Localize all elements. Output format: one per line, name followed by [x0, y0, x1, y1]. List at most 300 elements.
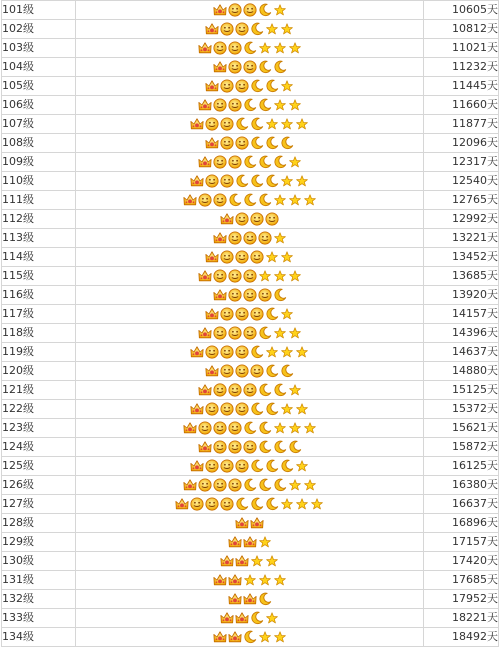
level-icons — [190, 173, 309, 189]
sun-icon — [235, 459, 249, 473]
moon-icon — [250, 22, 264, 36]
star-icon — [288, 155, 302, 169]
table-row — [2, 77, 499, 96]
sun-icon — [228, 288, 242, 302]
star-icon — [273, 269, 287, 283]
sun-icon — [205, 459, 219, 473]
level-icons-cell — [76, 286, 424, 305]
sun-icon — [235, 250, 249, 264]
sun-icon — [243, 269, 257, 283]
table-row — [2, 514, 499, 533]
crown-icon — [213, 630, 227, 644]
star-icon — [288, 421, 302, 435]
star-icon — [295, 117, 309, 131]
sun-icon — [220, 364, 234, 378]
days-cell: 12765天 — [424, 191, 499, 210]
star-icon — [295, 345, 309, 359]
sun-icon — [243, 60, 257, 74]
crown-icon — [190, 402, 204, 416]
moon-icon — [243, 193, 257, 207]
moon-icon — [273, 383, 287, 397]
level-cell: 113级 — [2, 229, 76, 248]
level-icons-cell — [76, 20, 424, 39]
moon-icon — [265, 136, 279, 150]
star-icon — [280, 402, 294, 416]
sun-icon — [243, 326, 257, 340]
level-icons-cell — [76, 153, 424, 172]
level-cell: 105级 — [2, 77, 76, 96]
crown-icon — [190, 117, 204, 131]
star-icon — [273, 326, 287, 340]
level-icons — [213, 2, 287, 18]
sun-icon — [228, 3, 242, 17]
crown-icon — [228, 535, 242, 549]
moon-icon — [250, 459, 264, 473]
level-icons-cell — [76, 267, 424, 286]
sun-icon — [258, 231, 272, 245]
star-icon — [295, 497, 309, 511]
days-cell: 14880天 — [424, 362, 499, 381]
level-cell: 128级 — [2, 514, 76, 533]
level-icons — [205, 78, 294, 94]
sun-icon — [205, 497, 219, 511]
level-icons-cell — [76, 96, 424, 115]
table-row — [2, 210, 499, 229]
table-row — [2, 552, 499, 571]
days-cell: 16125天 — [424, 457, 499, 476]
level-icons-cell — [76, 400, 424, 419]
level-icons — [220, 553, 279, 569]
star-icon — [288, 478, 302, 492]
moon-icon — [243, 630, 257, 644]
moon-icon — [250, 117, 264, 131]
days-cell: 12992天 — [424, 210, 499, 229]
sun-icon — [228, 421, 242, 435]
level-cell: 130级 — [2, 552, 76, 571]
sun-icon — [228, 60, 242, 74]
sun-icon — [213, 440, 227, 454]
level-cell: 112级 — [2, 210, 76, 229]
level-icons-cell — [76, 495, 424, 514]
days-cell: 12096天 — [424, 134, 499, 153]
sun-icon — [220, 459, 234, 473]
sun-icon — [220, 250, 234, 264]
level-icons — [213, 230, 287, 246]
star-icon — [280, 174, 294, 188]
level-icons-cell — [76, 248, 424, 267]
crown-icon — [198, 41, 212, 55]
moon-icon — [250, 136, 264, 150]
days-cell: 15372天 — [424, 400, 499, 419]
moon-icon — [243, 98, 257, 112]
level-cell: 123级 — [2, 419, 76, 438]
table-row — [2, 343, 499, 362]
moon-icon — [258, 383, 272, 397]
star-icon — [288, 383, 302, 397]
moon-icon — [265, 402, 279, 416]
sun-icon — [228, 269, 242, 283]
sun-icon — [250, 212, 264, 226]
star-icon — [243, 573, 257, 587]
star-icon — [288, 326, 302, 340]
level-icons — [183, 420, 317, 436]
crown-icon — [205, 22, 219, 36]
days-cell: 13221天 — [424, 229, 499, 248]
table-row — [2, 609, 499, 628]
level-icons-cell — [76, 324, 424, 343]
level-icons-cell — [76, 533, 424, 552]
sun-icon — [228, 98, 242, 112]
level-cell: 122级 — [2, 400, 76, 419]
level-cell: 109级 — [2, 153, 76, 172]
star-icon — [303, 193, 317, 207]
crown-icon — [198, 440, 212, 454]
star-icon — [295, 174, 309, 188]
level-icons — [213, 629, 287, 645]
table-row — [2, 58, 499, 77]
star-icon — [303, 478, 317, 492]
star-icon — [273, 573, 287, 587]
crown-icon — [183, 421, 197, 435]
level-icons — [205, 135, 294, 151]
moon-icon — [250, 79, 264, 93]
days-cell: 11877天 — [424, 115, 499, 134]
crown-icon — [198, 383, 212, 397]
days-cell: 14396天 — [424, 324, 499, 343]
days-cell: 16896天 — [424, 514, 499, 533]
days-cell: 18492天 — [424, 628, 499, 647]
table-row — [2, 248, 499, 267]
moon-icon — [265, 459, 279, 473]
table-row — [2, 628, 499, 647]
level-icons — [190, 458, 309, 474]
crown-icon — [183, 193, 197, 207]
level-cell: 134级 — [2, 628, 76, 647]
days-cell: 16637天 — [424, 495, 499, 514]
level-cell: 126级 — [2, 476, 76, 495]
table-row — [2, 229, 499, 248]
sun-icon — [198, 421, 212, 435]
sun-icon — [213, 98, 227, 112]
sun-icon — [213, 326, 227, 340]
days-cell: 14157天 — [424, 305, 499, 324]
sun-icon — [205, 174, 219, 188]
level-cell: 111级 — [2, 191, 76, 210]
level-icons — [220, 610, 279, 626]
crown-icon — [235, 516, 249, 530]
crown-icon — [228, 573, 242, 587]
star-icon — [273, 3, 287, 17]
moon-icon — [250, 402, 264, 416]
star-icon — [258, 41, 272, 55]
level-icons-cell — [76, 343, 424, 362]
days-cell: 13452天 — [424, 248, 499, 267]
moon-icon — [280, 136, 294, 150]
level-table-body — [2, 1, 499, 647]
level-cell: 124级 — [2, 438, 76, 457]
level-cell: 127级 — [2, 495, 76, 514]
moon-icon — [258, 592, 272, 606]
sun-icon — [220, 79, 234, 93]
sun-icon — [190, 497, 204, 511]
level-icons — [198, 382, 302, 398]
level-icons — [183, 192, 317, 208]
star-icon — [265, 117, 279, 131]
star-icon — [265, 22, 279, 36]
crown-icon — [213, 231, 227, 245]
moon-icon — [258, 98, 272, 112]
table-row — [2, 286, 499, 305]
moon-icon — [265, 174, 279, 188]
star-icon — [280, 117, 294, 131]
moon-icon — [243, 421, 257, 435]
sun-icon — [213, 41, 227, 55]
level-icons-cell — [76, 552, 424, 571]
days-cell: 17157天 — [424, 533, 499, 552]
days-cell: 15125天 — [424, 381, 499, 400]
days-cell: 13920天 — [424, 286, 499, 305]
table-row — [2, 305, 499, 324]
level-cell: 115级 — [2, 267, 76, 286]
days-cell: 18221天 — [424, 609, 499, 628]
level-icons-cell — [76, 115, 424, 134]
sun-icon — [228, 231, 242, 245]
crown-icon — [243, 535, 257, 549]
star-icon — [280, 250, 294, 264]
star-icon — [273, 231, 287, 245]
moon-icon — [273, 478, 287, 492]
moon-icon — [265, 79, 279, 93]
table-row — [2, 172, 499, 191]
moon-icon — [243, 478, 257, 492]
level-cell: 129级 — [2, 533, 76, 552]
level-icons — [183, 477, 317, 493]
moon-icon — [258, 478, 272, 492]
level-icons-cell — [76, 191, 424, 210]
crown-icon — [175, 497, 189, 511]
sun-icon — [243, 383, 257, 397]
crown-icon — [198, 98, 212, 112]
level-icons — [198, 40, 302, 56]
level-cell: 107级 — [2, 115, 76, 134]
table-row — [2, 590, 499, 609]
moon-icon — [258, 3, 272, 17]
sun-icon — [220, 497, 234, 511]
days-cell: 11445天 — [424, 77, 499, 96]
star-icon — [273, 41, 287, 55]
table-row — [2, 20, 499, 39]
level-icons — [205, 306, 294, 322]
star-icon — [280, 345, 294, 359]
sun-icon — [235, 307, 249, 321]
moon-icon — [258, 60, 272, 74]
star-icon — [258, 630, 272, 644]
star-icon — [265, 345, 279, 359]
table-row — [2, 191, 499, 210]
star-icon — [250, 554, 264, 568]
moon-icon — [273, 440, 287, 454]
level-cell: 110级 — [2, 172, 76, 191]
level-icons-cell — [76, 305, 424, 324]
star-icon — [288, 193, 302, 207]
level-icons-cell — [76, 609, 424, 628]
level-table — [1, 0, 499, 647]
sun-icon — [228, 440, 242, 454]
crown-icon — [235, 554, 249, 568]
level-icons-cell — [76, 39, 424, 58]
table-row — [2, 438, 499, 457]
level-icons — [228, 591, 272, 607]
days-cell: 17420天 — [424, 552, 499, 571]
level-icons — [235, 515, 264, 531]
crown-icon — [213, 288, 227, 302]
crown-icon — [205, 364, 219, 378]
days-cell: 12317天 — [424, 153, 499, 172]
level-cell: 118级 — [2, 324, 76, 343]
crown-icon — [205, 307, 219, 321]
sun-icon — [213, 193, 227, 207]
level-icons-cell — [76, 590, 424, 609]
star-icon — [288, 269, 302, 283]
level-icons-cell — [76, 210, 424, 229]
sun-icon — [205, 402, 219, 416]
days-cell: 10605天 — [424, 1, 499, 20]
star-icon — [303, 421, 317, 435]
crown-icon — [190, 174, 204, 188]
sun-icon — [228, 41, 242, 55]
table-row — [2, 1, 499, 20]
star-icon — [280, 497, 294, 511]
crown-icon — [198, 269, 212, 283]
table-row — [2, 457, 499, 476]
sun-icon — [198, 193, 212, 207]
sun-icon — [250, 250, 264, 264]
sun-icon — [228, 326, 242, 340]
crown-icon — [213, 3, 227, 17]
star-icon — [258, 269, 272, 283]
crown-icon — [220, 611, 234, 625]
sun-icon — [220, 22, 234, 36]
sun-icon — [213, 155, 227, 169]
moon-icon — [250, 345, 264, 359]
crown-icon — [250, 516, 264, 530]
days-cell: 16380天 — [424, 476, 499, 495]
level-icons-cell — [76, 457, 424, 476]
level-cell: 101级 — [2, 1, 76, 20]
table-row — [2, 153, 499, 172]
level-icons — [198, 439, 302, 455]
moon-icon — [228, 193, 242, 207]
sun-icon — [265, 212, 279, 226]
star-icon — [288, 41, 302, 55]
star-icon — [280, 22, 294, 36]
level-icons-cell — [76, 419, 424, 438]
sun-icon — [220, 174, 234, 188]
sun-icon — [213, 421, 227, 435]
level-icons — [190, 344, 309, 360]
crown-icon — [235, 611, 249, 625]
sun-icon — [250, 307, 264, 321]
sun-icon — [198, 478, 212, 492]
level-icons — [213, 572, 287, 588]
level-icons — [198, 97, 302, 113]
level-cell: 131级 — [2, 571, 76, 590]
days-cell: 15621天 — [424, 419, 499, 438]
moon-icon — [265, 364, 279, 378]
star-icon — [310, 497, 324, 511]
star-icon — [273, 193, 287, 207]
moon-icon — [243, 155, 257, 169]
table-row — [2, 533, 499, 552]
level-icons — [205, 21, 294, 37]
moon-icon — [258, 440, 272, 454]
sun-icon — [213, 269, 227, 283]
sun-icon — [258, 288, 272, 302]
level-cell: 116级 — [2, 286, 76, 305]
star-icon — [295, 459, 309, 473]
level-cell: 104级 — [2, 58, 76, 77]
crown-icon — [205, 250, 219, 264]
moon-icon — [235, 117, 249, 131]
sun-icon — [235, 136, 249, 150]
level-icons — [175, 496, 324, 512]
level-cell: 120级 — [2, 362, 76, 381]
star-icon — [273, 630, 287, 644]
star-icon — [265, 611, 279, 625]
days-cell: 11660天 — [424, 96, 499, 115]
level-icons — [198, 325, 302, 341]
star-icon — [265, 250, 279, 264]
level-cell: 125级 — [2, 457, 76, 476]
star-icon — [280, 79, 294, 93]
days-cell: 14637天 — [424, 343, 499, 362]
level-cell: 132级 — [2, 590, 76, 609]
table-row — [2, 134, 499, 153]
moon-icon — [243, 41, 257, 55]
moon-icon — [265, 307, 279, 321]
sun-icon — [220, 345, 234, 359]
sun-icon — [213, 383, 227, 397]
level-icons — [213, 287, 287, 303]
level-icons — [213, 59, 287, 75]
moon-icon — [258, 155, 272, 169]
level-cell: 102级 — [2, 20, 76, 39]
sun-icon — [243, 231, 257, 245]
level-cell: 121级 — [2, 381, 76, 400]
moon-icon — [250, 174, 264, 188]
sun-icon — [235, 402, 249, 416]
crown-icon — [243, 592, 257, 606]
table-row — [2, 381, 499, 400]
level-icons — [228, 534, 272, 550]
moon-icon — [280, 364, 294, 378]
moon-icon — [273, 155, 287, 169]
sun-icon — [243, 3, 257, 17]
moon-icon — [250, 611, 264, 625]
level-icons-cell — [76, 134, 424, 153]
days-cell: 11021天 — [424, 39, 499, 58]
level-cell: 106级 — [2, 96, 76, 115]
level-cell: 108级 — [2, 134, 76, 153]
sun-icon — [235, 345, 249, 359]
crown-icon — [220, 212, 234, 226]
table-row — [2, 476, 499, 495]
level-icons-cell — [76, 514, 424, 533]
level-icons-cell — [76, 362, 424, 381]
level-icons-cell — [76, 58, 424, 77]
days-cell: 13685天 — [424, 267, 499, 286]
days-cell: 17685天 — [424, 571, 499, 590]
